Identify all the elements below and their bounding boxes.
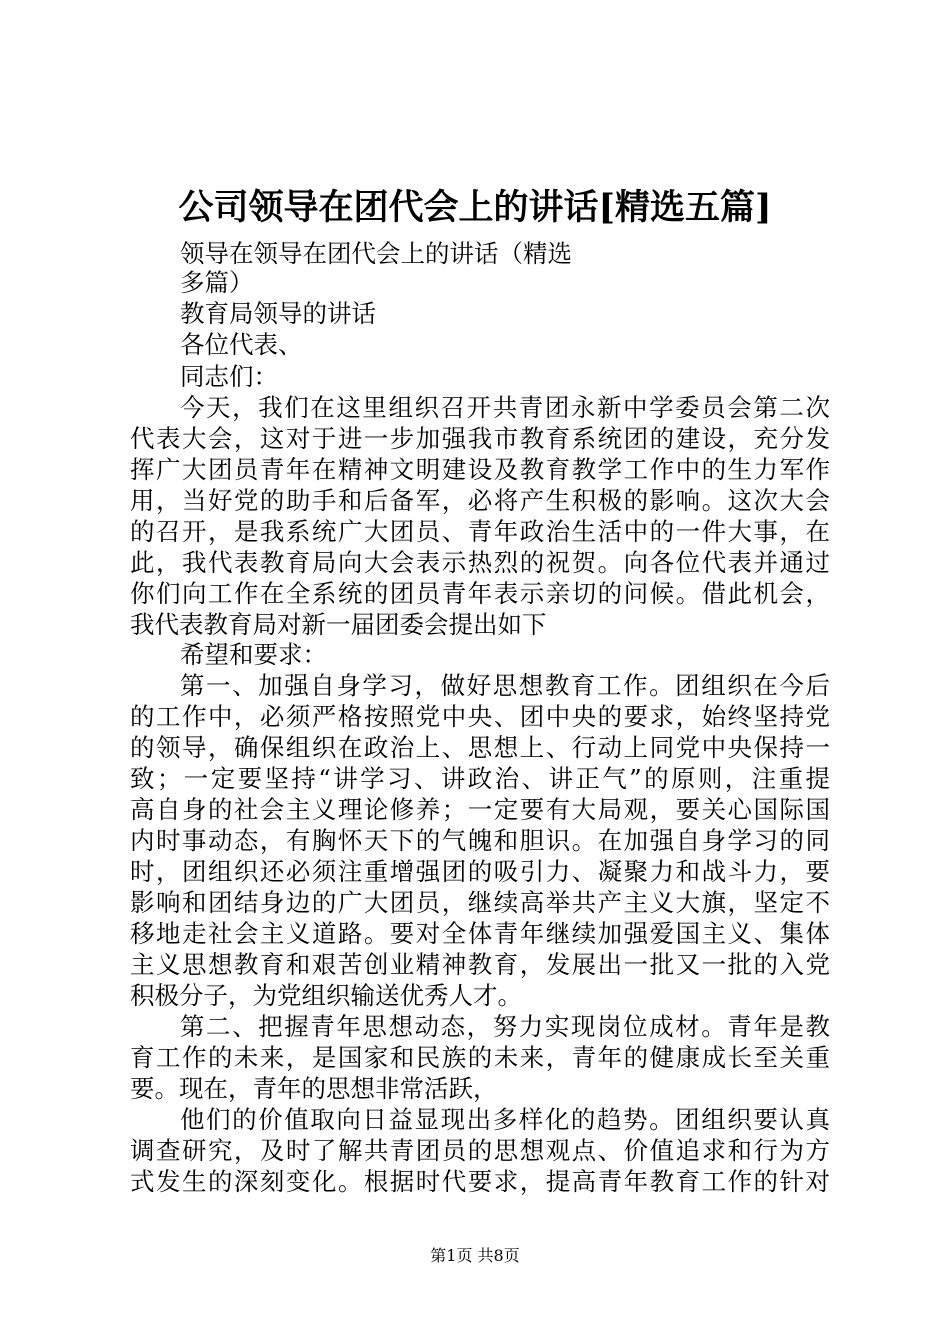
paragraph-line: 高自身的社会主义理论修养；一定要有大局观，要关心国际国 <box>130 795 830 824</box>
paragraph-line: 第二、把握青年思想动态，努力实现岗位成材。青年是教 <box>180 1012 830 1041</box>
paragraph-line: 的工作中，必须严格按照党中央、团中央的要求，始终坚持党 <box>130 702 830 731</box>
paragraph-line: 内时事动态，有胸怀天下的气魄和胆识。在加强自身学习的同 <box>130 826 830 855</box>
page-indicator: 第1页 共8页 <box>430 1246 520 1265</box>
text-line: 领导在领导在团代会上的讲话（精选 <box>180 239 572 268</box>
paragraph-line: 他们的价值取向日益显现出多样化的趋势。团组织要认真 <box>180 1105 830 1134</box>
text-line: 希望和要求： <box>180 640 327 669</box>
paragraph-line: 式发生的深刻变化。根据时代要求，提高青年教育工作的针对 <box>130 1167 830 1196</box>
paragraph-line: 我代表教育局对新一届团委会提出如下 <box>130 610 547 639</box>
paragraph-line: 第一、加强自身学习，做好思想教育工作。团组织在今后 <box>180 671 830 700</box>
paragraph-line: 你们向工作在全系统的团员青年表示亲切的问候。借此机会， <box>130 579 830 608</box>
paragraph-line: 育工作的未来，是国家和民族的未来，青年的健康成长至关重 <box>130 1043 830 1072</box>
paragraph-line: 的召开，是我系统广大团员、青年政治生活中的一件大事，在 <box>130 517 830 546</box>
paragraph-line: 移地走社会主义道路。要对全体青年继续加强爱国主义、集体 <box>130 919 830 948</box>
paragraph-line: 的领导，确保组织在政治上、思想上、行动上同党中央保持一 <box>130 733 830 762</box>
text-line: 教育局领导的讲话 <box>180 299 376 328</box>
paragraph-line: 代表大会，这对于进一步加强我市教育系统团的建设，充分发 <box>130 424 830 453</box>
paragraph-line: 要。现在，青年的思想非常活跃， <box>130 1074 498 1103</box>
text-line: 多篇） <box>180 268 254 297</box>
paragraph-line: 调查研究，及时了解共青团员的思想观点、价值追求和行为方 <box>130 1136 830 1165</box>
paragraph-line: 致；一定要坚持“讲学习、讲政治、讲正气”的原则，注重提 <box>130 764 830 793</box>
text-line: 各位代表、 <box>180 330 303 359</box>
paragraph-line: 积极分子，为党组织输送优秀人才。 <box>130 981 522 1010</box>
paragraph-line: 此，我代表教育局向大会表示热烈的祝贺。向各位代表并通过 <box>130 548 830 577</box>
paragraph-line: 今天，我们在这里组织召开共青团永新中学委员会第二次 <box>180 393 830 422</box>
paragraph-line: 主义思想教育和艰苦创业精神教育，发展出一批又一批的入党 <box>130 950 830 979</box>
paragraph-line: 挥广大团员青年在精神文明建设及教育教学工作中的生力军作 <box>130 455 830 484</box>
paragraph-line: 用，当好党的助手和后备军，必将产生积极的影响。这次大会 <box>130 486 830 515</box>
text-line: 同志们： <box>180 362 278 391</box>
document-title: 公司领导在团代会上的讲话[精选五篇] <box>178 187 772 228</box>
paragraph-line: 影响和团结身边的广大团员，继续高举共产主义大旗，坚定不 <box>130 888 830 917</box>
paragraph-line: 时，团组织还必须注重增强团的吸引力、凝聚力和战斗力，要 <box>130 857 830 886</box>
